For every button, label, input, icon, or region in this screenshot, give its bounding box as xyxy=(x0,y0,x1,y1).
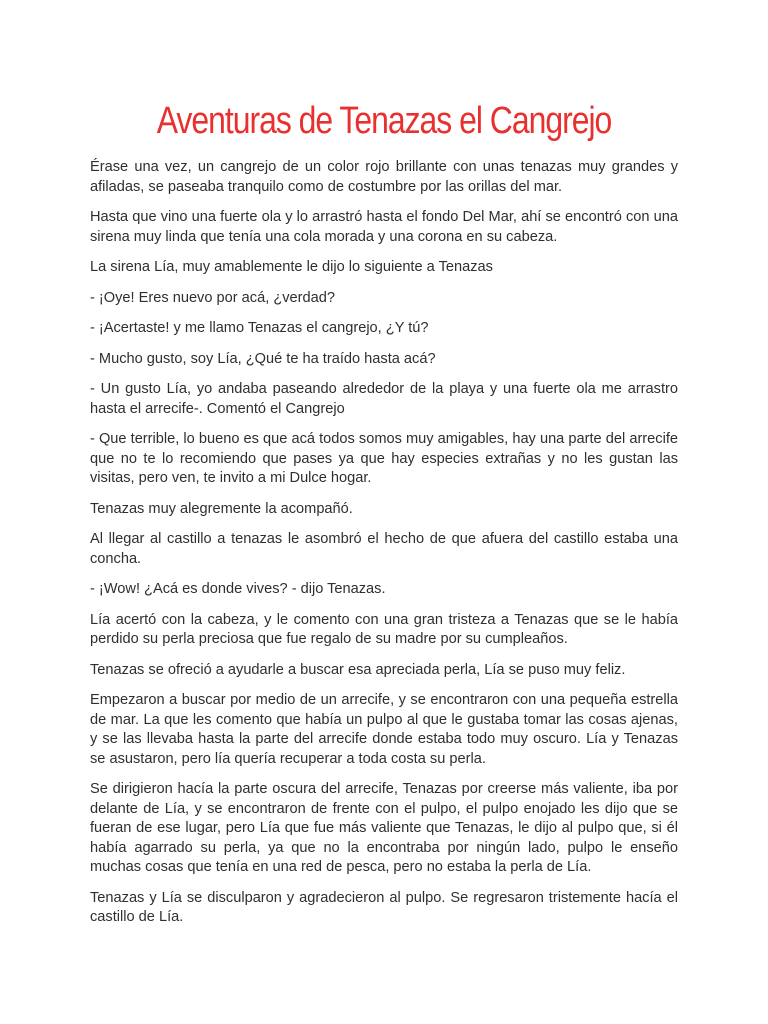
story-paragraph: La sirena Lía, muy amablemente le dijo lo siguiente a Tenazas xyxy=(90,259,493,275)
dialogue-line: - ¡Acertaste! y me llamo Tenazas el cangrejo, ¿Y tú? xyxy=(90,320,429,336)
story-body xyxy=(90,158,678,939)
story-paragraph: Empezaron a buscar por medio de un arrecife, y se encontraron con una pequeña estrella de mar. La que les comento que había un pulpo al que le gustaba tomar las cosas ajenas, y se las llevaba hasta la parte del arrecife donde estaba todo muy oscuro. Lía y Tenazas se asustaron, pero lía quería recuperar a toda costa su perla. xyxy=(90,692,678,767)
story-paragraph: Érase una vez, un cangrejo de un color rojo brillante con unas tenazas muy grandes y afiladas, se paseaba tranquilo como de costumbre por las orillas del mar. xyxy=(90,159,678,195)
story-paragraph: Tenazas y Lía se disculparon y agradecieron al pulpo. Se regresaron tristemente hacía el castillo de Lía. xyxy=(90,889,678,925)
story-paragraph: Lía acertó con la cabeza, y le comento con una gran tristeza a Tenazas que se le había perdido su perla preciosa que fue regalo de su madre por su cumpleaños. xyxy=(90,611,678,647)
story-paragraph: Se dirigieron hacía la parte oscura del arrecife, Tenazas por creerse más valiente, iba por delante de Lía, y se encontraron de frente con el pulpo, el pulpo enojado les dijo que se fueran de ese lugar, pero Lía que fue más valiente que Tenazas, le dijo al pulpo que, si él había agarrado su perla, ya que no la encontraba por ningún lado, pulpo le enseño muchas cosas que tenía en una red de pesca, pero no estaba la perla de Lía. xyxy=(90,781,678,875)
dialogue-line: - Un gusto Lía, yo andaba paseando alrededor de la playa y una fuerte ola me arrastro hasta el arrecife-. Comentó el Cangrejo xyxy=(90,381,678,417)
document-title: Aventuras de Tenazas el Cangrejo xyxy=(156,100,612,142)
story-paragraph: Hasta que vino una fuerte ola y lo arrastró hasta el fondo Del Mar, ahí se encontró con una sirena muy linda que tenía una cola morada y una corona en su cabeza. xyxy=(90,209,678,245)
dialogue-line: - ¡Oye! Eres nuevo por acá, ¿verdad? xyxy=(90,289,335,306)
story-paragraph: Tenazas muy alegremente la acompañó. xyxy=(90,500,353,517)
dialogue-line: - Que terrible, lo bueno es que acá todos somos muy amigables, hay una parte del arrecife que no te lo recomiendo que pases ya que hay especies extrañas y no les gustan las visitas, pero ven, te invito a mi Dulce hogar. xyxy=(90,431,678,486)
story-paragraph: Tenazas se ofreció a ayudarle a buscar esa apreciada perla, Lía se puso muy feliz. xyxy=(90,661,626,678)
dialogue-line: - Mucho gusto, soy Lía, ¿Qué te ha traído hasta acá? xyxy=(90,350,436,367)
dialogue-line: - ¡Wow! ¿Acá es donde vives? - dijo Tenazas. xyxy=(90,581,386,597)
story-paragraph: Al llegar al castillo a tenazas le asombró el hecho de que afuera del castillo estaba una concha. xyxy=(90,531,678,567)
